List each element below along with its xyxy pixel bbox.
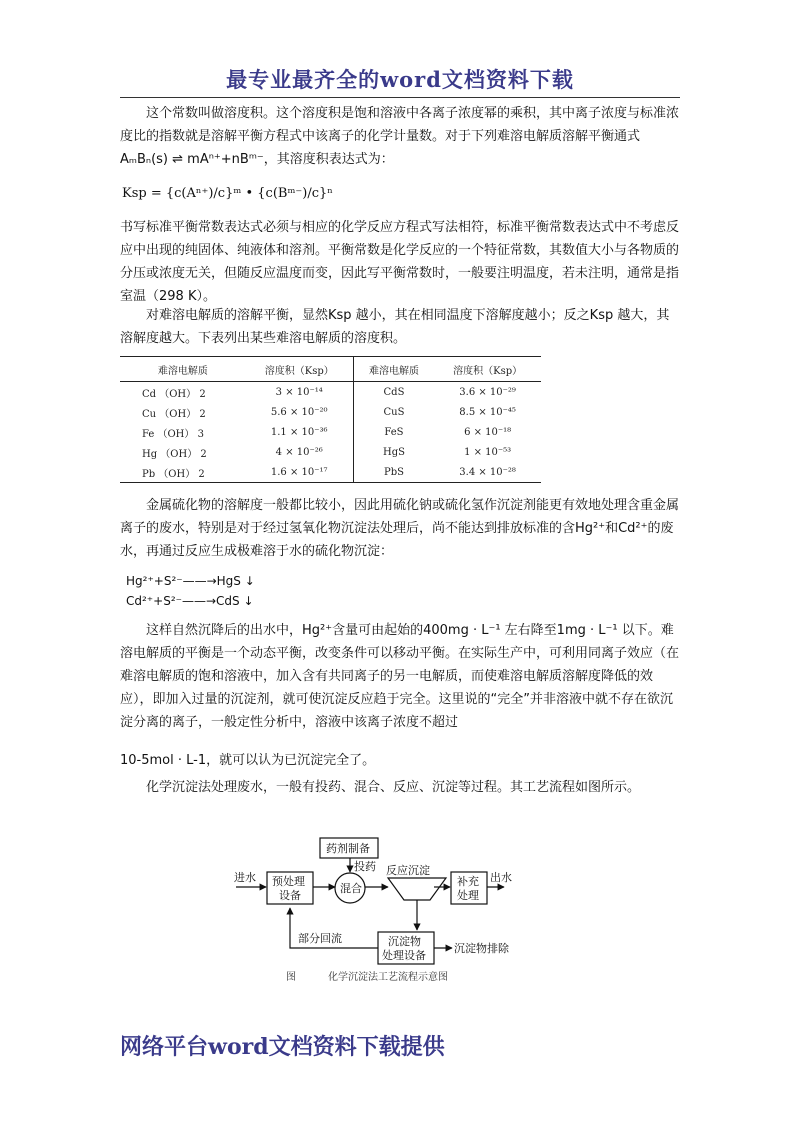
ksp-table-cell: Pb （OH） 2	[142, 468, 205, 480]
ksp-table-cell: 1.1 × 10⁻³⁶	[270, 426, 328, 438]
ksp-table-cell: PbS	[353, 462, 434, 483]
reactor-tank	[388, 878, 446, 900]
ksp-table-cell: 8.5 × 10⁻⁴⁵	[459, 406, 516, 418]
mixing-label: 混合	[340, 882, 362, 895]
footer-title: 网络平台word文档资料下载提供	[120, 1034, 445, 1060]
ksp-table-cell: Cd （OH） 2	[142, 388, 206, 400]
ksp-formula: Ksp = {c(Aⁿ⁺)/c}ᵐ • {c(Bᵐ⁻)/c}ⁿ	[122, 186, 333, 201]
inlet-label: 进水	[234, 871, 256, 884]
header-divider	[120, 97, 680, 98]
paragraph-metal-sulfide: 金属硫化物的溶解度一般都比较小，因此用硫化钠或硫化氢作沉淀剂能更有效地处理含重金属离子的废水，特别是对于经过氢氧化物沉淀法处理后，尚不能达到排放标准的含Hg²⁺和Cd²⁺的废水，再通过反应生成极难溶于水的硫化物沉淀：	[120, 498, 680, 559]
process-flow-diagram	[220, 830, 540, 990]
paragraph-solubility-product: 这个常数叫做溶度积。这个溶度积是饱和溶液中各离子浓度幂的乘积，其中离子浓度与标准浓度比的指数就是溶解平衡方程式中该离子的化学计量数。对于下列难溶电解质溶解平衡通式 AₘBₙ(s) ⇌ mAⁿ⁺+nBᵐ⁻，其溶度积表达式为：	[120, 106, 680, 167]
ksp-table-header-cell: 溶度积（Ksp）	[264, 365, 334, 377]
reaction-hgs: Hg²⁺+S²⁻——→HgS ↓	[126, 574, 255, 588]
ksp-table-header-cell: 难溶电解质	[353, 357, 434, 382]
pretreatment-label-1: 预处理	[272, 875, 305, 888]
outlet-label: 出水	[490, 871, 512, 884]
supplement-label-2: 处理	[457, 889, 479, 902]
ksp-table-row	[120, 442, 541, 462]
paragraph-equilibrium-constant: 书写标准平衡常数表达式必须与相应的化学反应方程式写法相符，标准平衡常数表达式中不考虑反应中出现的纯固体、纯液体和溶剂。平衡常数是化学反应的一个特征常数，其数值大小与各物质的分压或浓度无关，但随反应温度而变，因此写平衡常数时，一般要注明温度，若未注明，通常是指室温（298 K）。	[120, 220, 680, 304]
ksp-table-cell: 1.6 × 10⁻¹⁷	[270, 466, 328, 478]
ksp-table-cell: 3.6 × 10⁻²⁹	[459, 386, 516, 398]
ksp-table-cell: 3.4 × 10⁻²⁸	[459, 466, 516, 478]
sludge-label-2: 处理设备	[382, 949, 426, 962]
paragraph-complete-precipitation: 10-5mol · L-1，就可以认为已沉淀完全了。	[120, 753, 376, 768]
reaction-label: 反应沉淀	[386, 864, 430, 877]
ksp-table-cell: Fe （OH） 3	[142, 428, 204, 440]
ksp-table-cell: 1 × 10⁻⁵³	[464, 446, 512, 458]
ksp-table-cell: 5.6 × 10⁻²⁰	[270, 406, 328, 418]
pretreatment-label-2: 设备	[279, 889, 301, 902]
ksp-table-cell: 4 × 10⁻²⁶	[275, 446, 323, 458]
header-title: 最专业最齐全的word文档资料下载	[226, 67, 574, 92]
dosing-prep-label: 药剂制备	[326, 842, 370, 855]
ksp-table-cell: 6 × 10⁻¹⁸	[464, 426, 512, 438]
sludge-out-label: 沉淀物排除	[454, 942, 509, 955]
ksp-table-cell: Cu （OH） 2	[142, 408, 206, 420]
return-label: 部分回流	[298, 932, 342, 945]
paragraph-ksp-explanation: 对难溶电解质的溶解平衡，显然Ksp 越小，其在相同温度下溶解度越小；反之Ksp 越大，其溶解度越大。下表列出某些难溶电解质的溶度积。	[120, 308, 670, 346]
paragraph-common-ion-effect: 这样自然沉降后的出水中，Hg²⁺含量可由起始的400mg · L⁻¹ 左右降至1mg · L⁻¹ 以下。难溶电解质的平衡是一个动态平衡，改变条件可以移动平衡。在实际生产中，可利用同离子效应（在难溶电解质的饱和溶液中，加入含有共同离子的另一电解质，而使难溶电解质溶解度降低的效应），即加入过量的沉淀剂，就可使沉淀反应趋于完全。这里说的“完全”并非溶液中就不存在欲沉淀分离的离子，一般定性分析中，溶液中该离子浓度不超过	[120, 623, 680, 730]
ksp-table	[120, 356, 541, 483]
ksp-table-cell: HgS	[353, 442, 434, 462]
ksp-table-header-row	[120, 357, 541, 382]
reaction-cds: Cd²⁺+S²⁻——→CdS ↓	[126, 594, 254, 608]
figure-caption: 化学沉淀法工艺流程示意图	[328, 972, 448, 983]
sludge-label-1: 沉淀物	[388, 935, 421, 948]
figure-caption-label: 图	[286, 972, 296, 983]
ksp-table-cell: 3 × 10⁻¹⁴	[275, 386, 323, 398]
ksp-table-cell: CdS	[353, 382, 434, 403]
ksp-table-row	[120, 422, 541, 442]
ksp-table-cell: CuS	[353, 402, 434, 422]
ksp-table-row	[120, 402, 541, 422]
ksp-table-row	[120, 462, 541, 483]
ksp-table-header-cell: 溶度积（Ksp）	[453, 365, 523, 377]
paragraph-process-intro: 化学沉淀法处理废水，一般有投药、混合、反应、沉淀等过程。其工艺流程如图所示。	[146, 780, 641, 795]
supplement-label-1: 补充	[457, 875, 479, 888]
ksp-table-cell: FeS	[353, 422, 434, 442]
ksp-table-row	[120, 382, 541, 403]
ksp-table-cell: Hg （OH） 2	[142, 448, 207, 460]
dosing-label: 投药	[354, 860, 376, 873]
ksp-table-header-cell: 难溶电解质	[157, 365, 208, 377]
